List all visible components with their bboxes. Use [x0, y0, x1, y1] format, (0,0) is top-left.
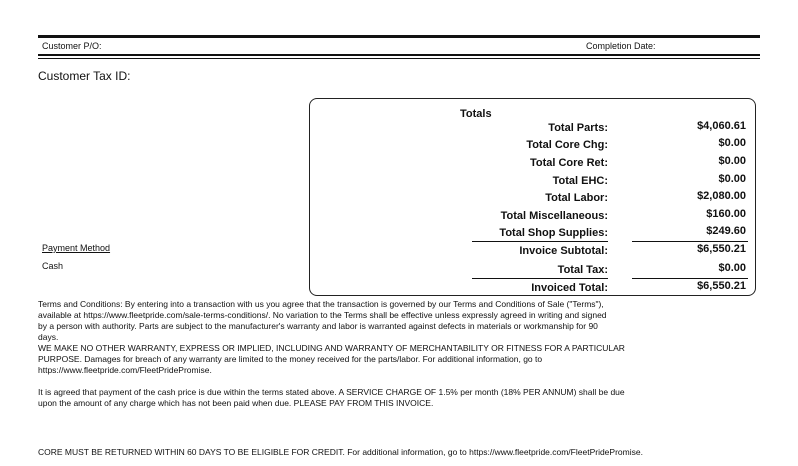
header-bottom-rule [38, 54, 760, 56]
shop-supplies-value-underline [632, 241, 748, 242]
total-core-chg-value: $0.00 [718, 137, 746, 149]
invoice-subtotal-label: Invoice Subtotal: [519, 245, 608, 257]
total-ehc-value: $0.00 [718, 173, 746, 185]
total-core-chg-label: Total Core Chg: [526, 139, 608, 151]
total-core-ret-label: Total Core Ret: [529, 157, 608, 169]
total-misc-value: $160.00 [706, 208, 746, 220]
payment-terms-line: It is agreed that payment of the cash price is due within the terms stated above. A SERVICE CHARGE OF 1.5% per month (18% PER ANNUM) shall be due [38, 387, 625, 397]
terms-line: available at https://www.fleetpride.com/sale-terms-conditions/. No variation to the Terms shall be effective unless expressly agreed in writing and signed [38, 310, 607, 320]
total-tax-value-underline [632, 278, 748, 279]
completion-date-label: Completion Date: [586, 41, 656, 51]
invoiced-total-label: Invoiced Total: [531, 282, 608, 294]
warranty-line: PURPOSE. Damages for breach of any warranty are limited to the money received for the parts/labor. For additional information, go to [38, 354, 543, 364]
total-misc-label: Total Miscellaneous: [500, 210, 608, 222]
payment-method-value: Cash [42, 261, 64, 271]
header-top-rule [38, 35, 760, 38]
terms-and-conditions [38, 299, 678, 409]
total-tax-underline [472, 278, 608, 279]
totals-title: Totals [460, 108, 492, 120]
total-labor-label: Total Labor: [545, 192, 608, 204]
invoice-subtotal-value: $6,550.21 [697, 243, 746, 255]
core-return-notice: CORE MUST BE RETURNED WITHIN 60 DAYS TO BE ELIGIBLE FOR CREDIT. For additional information, go to https://www.fleetpride.com/FleetPridePromise. [38, 447, 643, 457]
customer-po-label: Customer P/O: [42, 41, 102, 51]
total-tax-label: Total Tax: [557, 264, 608, 276]
total-labor-value: $2,080.00 [697, 190, 746, 202]
payment-terms-line: upon the amount of any charge which has not been paid when due. PLEASE PAY FROM THIS INVOICE. [38, 398, 434, 408]
terms-line: by a person with authority. Parts are subject to the manufacturer's warranty and labor is warranted against defects in materials or workmanship for 90 [38, 321, 598, 331]
total-ehc-label: Total EHC: [552, 175, 608, 187]
total-shop-supplies-value: $249.60 [706, 225, 746, 237]
total-core-ret-value: $0.00 [718, 155, 746, 167]
terms-line: Terms and Conditions: By entering into a transaction with us you agree that the transaction is governed by our Terms and Conditions of Sale ("Terms"), [38, 299, 604, 309]
customer-tax-id-label: Customer Tax ID: [38, 69, 131, 83]
total-parts-value: $4,060.61 [697, 120, 746, 132]
total-parts-label: Total Parts: [548, 122, 608, 134]
total-tax-value: $0.00 [718, 262, 746, 274]
warranty-line: WE MAKE NO OTHER WARRANTY, EXPRESS OR IMPLIED, INCLUDING AND WARRANTY OF MERCHANTABILITY OR FITNESS FOR A PARTICULAR [38, 343, 625, 353]
total-shop-supplies-label: Total Shop Supplies: [499, 227, 608, 239]
payment-method-label: Payment Method [42, 243, 111, 253]
warranty-line: https://www.fleetpride.com/FleetPridePromise. [38, 365, 212, 375]
header-bottom-rule-thin [38, 58, 760, 59]
shop-supplies-underline [472, 241, 608, 242]
terms-line: days. [38, 332, 59, 342]
invoiced-total-value: $6,550.21 [697, 280, 746, 292]
